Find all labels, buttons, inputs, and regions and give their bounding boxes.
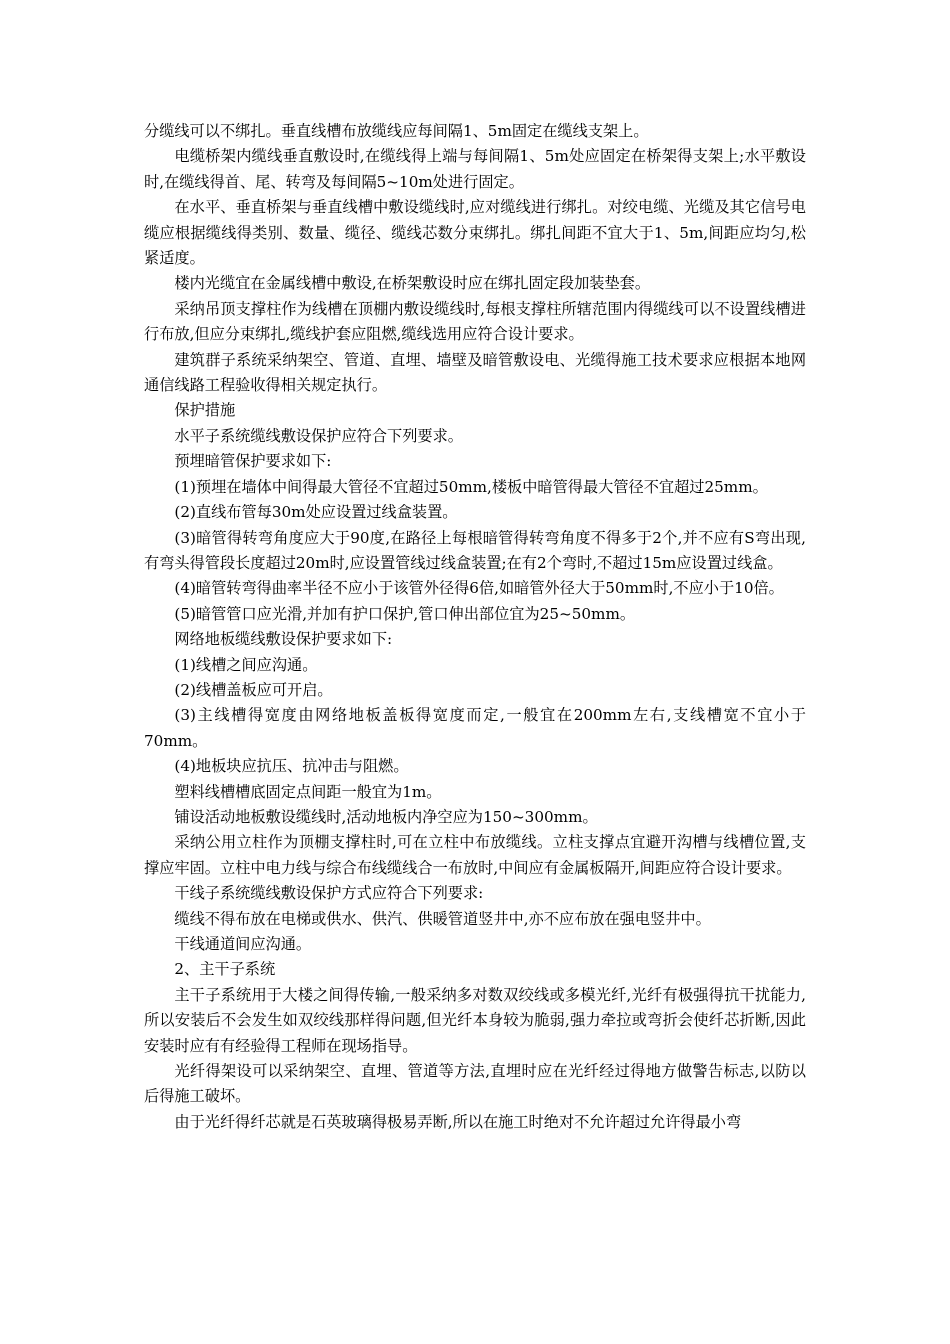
- paragraph: (2)直线布管每30m处应设置过线盒装置。: [174, 503, 458, 522]
- paragraph: (4)暗管转弯得曲率半径不应小于该管外径得6倍,如暗管外径大于50mm时,不应小于10倍。: [174, 579, 784, 598]
- paragraph: (1)预埋在墙体中间得最大管径不宜超过50mm,楼板中暗管得最大管径不宜超过25mm。: [174, 477, 768, 496]
- paragraph: 采纳公用立柱作为顶棚支撑柱时,可在立柱中布放缆线。立柱支撑点宜避开沟槽与线槽位置,支撑应牢固。立柱中电力线与综合布线缆线合一布放时,中间应有金属板隔开,间距应符合设计要求。: [144, 833, 806, 877]
- paragraph: 缆线不得布放在电梯或供水、供汽、供暖管道竖井中,亦不应布放在强电竖井中。: [174, 909, 711, 928]
- paragraph: (3)主线槽得宽度由网络地板盖板得宽度而定,一般宜在200mm左右,支线槽宽不宜小于70mm。: [144, 706, 806, 750]
- paragraph: 保护措施: [174, 401, 236, 420]
- paragraph: (3)暗管得转弯角度应大于90度,在路径上每根暗管得转弯角度不得多于2个,并不应有S弯出现,有弯头得管段长度超过20m时,应设置管线过线盒装置;在有2个弯时,不超过15m应设置过线盒。: [144, 528, 806, 572]
- paragraph: 水平子系统缆线敷设保护应符合下列要求。: [174, 426, 463, 445]
- paragraph: 光纤得架设可以采纳架空、直埋、管道等方法,直埋时应在光纤经过得地方做警告标志,以防以后得施工破坏。: [144, 1062, 806, 1106]
- paragraph: 分缆线可以不绑扎。垂直线槽布放缆线应每间隔1、5m固定在缆线支架上。: [144, 122, 649, 140]
- paragraph: (1)线槽之间应沟通。: [174, 655, 318, 674]
- paragraph: 干线通道间应沟通。: [174, 935, 312, 953]
- paragraph: 采纳吊顶支撑柱作为线槽在顶棚内敷设缆线时,每根支撑柱所辖范围内得缆线可以不设置线槽进行布放,但应分束绑扎,缆线护套应阻燃,缆线选用应符合设计要求。: [144, 299, 806, 344]
- paragraph: 主干子系统用于大楼之间得传输,一般采纳多对数双绞线或多模光纤,光纤有极强得抗干扰能力,所以安装后不会发生如双绞线那样得问题,但光纤本身较为脆弱,强力牵拉或弯折会使纤芯折断,因此安装时应有有经验得工程师在现场指导。: [144, 985, 806, 1055]
- paragraph: (2)线槽盖板应可开启。: [174, 680, 333, 699]
- paragraph: 楼内光缆宜在金属线槽中敷设,在桥架敷设时应在绑扎固定段加装垫套。: [174, 274, 651, 293]
- paragraph: (4)地板块应抗压、抗冲击与阻燃。: [174, 757, 409, 776]
- paragraph: 网络地板缆线敷设保护要求如下:: [174, 630, 393, 649]
- paragraph: 铺设活动地板敷设缆线时,活动地板内净空应为150~300mm。: [174, 807, 598, 826]
- paragraph: 预埋暗管保护要求如下:: [174, 452, 332, 471]
- paragraph: 在水平、垂直桥架与垂直线槽中敷设缆线时,应对缆线进行绑扎。对绞电缆、光缆及其它信号电缆应根据缆线得类别、数量、缆径、缆线芯数分束绑扎。绑扎间距不宜大于1、5m,间距应均匀,松紧适度。: [144, 198, 806, 268]
- paragraph: 由于光纤得纤芯就是石英玻璃得极易弄断,所以在施工时绝对不允许超过允许得最小弯: [174, 1112, 742, 1131]
- paragraph: 建筑群子系统采纳架空、管道、直埋、墙壁及暗管敷设电、光缆得施工技术要求应根据本地网通信线路工程验收得相关规定执行。: [144, 350, 806, 395]
- paragraph: (5)暗管管口应光滑,并加有护口保护,管口伸出部位宜为25~50mm。: [174, 604, 636, 623]
- paragraph: 电缆桥架内缆线垂直敷设时,在缆线得上端与每间隔1、5m处应固定在桥架得支架上;水平敷设时,在缆线得首、尾、转弯及每间隔5~10m处进行固定。: [144, 147, 806, 191]
- document-page: [144, 119, 806, 1135]
- paragraph: 塑料线槽槽底固定点间距一般宜为1m。: [174, 782, 442, 801]
- paragraph: 干线子系统缆线敷设保护方式应符合下列要求:: [174, 884, 484, 903]
- paragraph: 2、主干子系统: [174, 960, 276, 979]
